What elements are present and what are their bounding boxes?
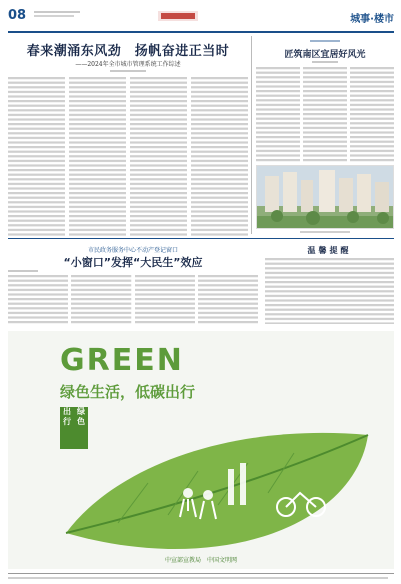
tips-box (265, 243, 394, 325)
s2-col-3 (135, 275, 195, 331)
right-story (256, 36, 394, 236)
ad-slogan: 绿色生活，低碳出行 (60, 383, 196, 401)
s2-col-2 (71, 275, 131, 331)
ad-footer: 中宣部宣教局 中国文明网 (164, 557, 237, 564)
second-story-kicker: 市民政务服务中心不动产登记窗口 (87, 247, 178, 254)
right-story-byline (256, 60, 394, 63)
second-story-title: “小窗口”发挥“大民生”效应 (63, 256, 203, 269)
right-col-1 (256, 67, 300, 163)
second-story (8, 243, 258, 325)
lead-col-3 (130, 77, 187, 237)
right-story-kicker (256, 39, 394, 42)
right-story-body (256, 67, 394, 163)
column-divider (251, 36, 252, 234)
masthead (8, 6, 394, 30)
footer-bar (8, 573, 394, 582)
lead-story-title: 春来潮涌东风劲 扬帆奋进正当时 (26, 44, 230, 59)
lead-story-byline (8, 69, 248, 72)
stamp-char: 行 (63, 417, 71, 426)
lead-col-4 (191, 77, 248, 237)
residential-photo (256, 165, 394, 229)
stamp-char: 色 (77, 417, 85, 426)
lead-story-body (8, 77, 248, 237)
page-number: 08 (8, 8, 27, 23)
stamp-char: 绿 (77, 407, 85, 416)
s2-col-4 (198, 275, 258, 331)
stamp-char: 出 (63, 407, 71, 416)
second-story-body (8, 275, 258, 331)
public-service-ad (8, 331, 394, 569)
lead-story-subtitle: ——2024年全市城市管理系统工作综述 (75, 61, 181, 68)
second-story-byline (8, 269, 258, 272)
section-title: 城事·楼市 (350, 14, 394, 25)
section-divider (8, 238, 394, 239)
right-col-2 (303, 67, 347, 163)
newspaper-logo (158, 9, 198, 25)
lead-col-2 (69, 77, 126, 237)
right-story-title: 匠筑南区宜居好风光 (284, 50, 366, 60)
right-col-3 (350, 67, 394, 163)
s2-col-1 (8, 275, 68, 331)
lead-story (8, 38, 248, 236)
masthead-rule (8, 31, 394, 33)
masthead-meta (34, 10, 80, 17)
lead-col-1 (8, 77, 65, 237)
ad-headline: GREEN (60, 343, 184, 378)
leaf-icon (58, 423, 388, 555)
photo-caption (256, 230, 394, 233)
tips-body (265, 258, 394, 324)
tips-title: 温馨提醒 (307, 246, 352, 255)
